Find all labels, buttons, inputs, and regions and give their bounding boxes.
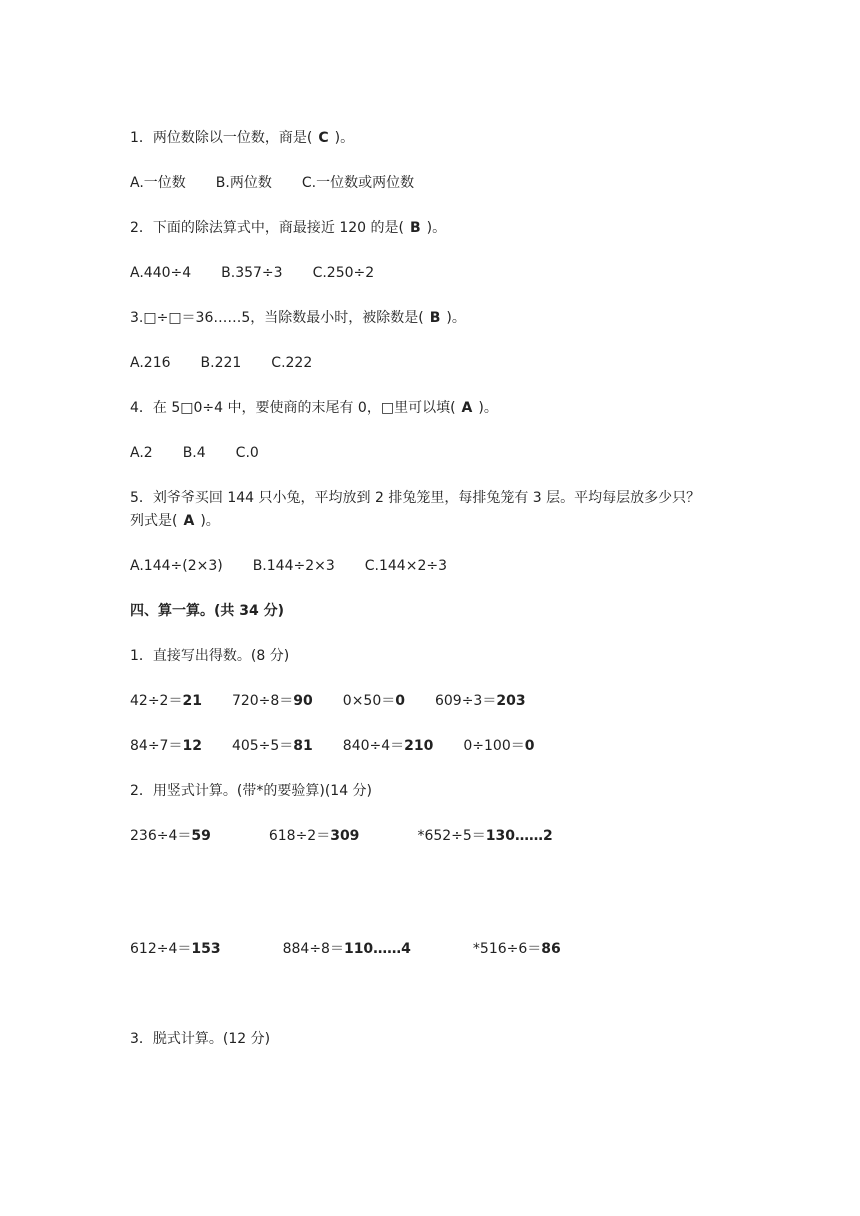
- question-5-stem-line2: [130, 511, 220, 531]
- question-5-answer: A: [183, 513, 195, 529]
- calc-item: 884÷8＝110……4: [282, 941, 411, 957]
- part-2-row-2: [130, 939, 561, 959]
- calc-item: 609÷3＝203: [434, 693, 526, 709]
- question-2-stem: [130, 218, 446, 238]
- option-c: C.222: [271, 355, 313, 371]
- option-a: A.144÷(2×3): [130, 558, 223, 574]
- question-5-stem: [130, 488, 700, 508]
- part-2-row-1: [130, 826, 553, 846]
- calc-item: 612÷4＝153: [130, 941, 221, 957]
- question-4-text: 4．在 5□0÷4 中，要使商的末尾有 0，□里可以填(: [130, 400, 456, 416]
- question-1-options: [130, 173, 414, 193]
- question-2-text-end: )。: [426, 220, 447, 236]
- calc-item: 0÷100＝0: [463, 738, 535, 754]
- option-b: B.221: [200, 355, 242, 371]
- part-3-title: 3．脱式计算。(12 分): [130, 1031, 271, 1047]
- question-4-stem: [130, 398, 498, 418]
- section-4-title: 四、算一算。(共 34 分): [130, 603, 285, 619]
- question-1-text: 1．两位数除以一位数，商是(: [130, 130, 313, 146]
- calc-item: *516÷6＝86: [472, 941, 561, 957]
- calc-item: 720÷8＝90: [231, 693, 313, 709]
- question-1-answer: C: [318, 130, 329, 146]
- option-a: A.216: [130, 355, 171, 371]
- calc-item: 0×50＝0: [342, 693, 405, 709]
- part-1-row-2: [130, 736, 534, 756]
- question-2-text: 2．下面的除法算式中，商最接近 120 的是(: [130, 220, 404, 236]
- question-3-text-end: )。: [446, 310, 466, 326]
- question-3-answer: B: [429, 310, 441, 326]
- question-5-options: [130, 556, 447, 576]
- option-b: B.357÷3: [221, 265, 283, 281]
- option-a: A.2: [130, 445, 153, 461]
- question-3-options: [130, 353, 312, 373]
- question-3-text: 3.□÷□＝36……5，当除数最小时，被除数是(: [130, 310, 424, 326]
- option-b: B.两位数: [215, 175, 272, 191]
- calc-item: 618÷2＝309: [268, 828, 360, 844]
- question-1-text-end: )。: [334, 130, 355, 146]
- option-b: B.4: [182, 445, 206, 461]
- question-3-stem: [130, 308, 466, 328]
- calc-item: 405÷5＝81: [231, 738, 313, 754]
- part-1-row-1: [130, 691, 526, 711]
- question-4-options: [130, 443, 259, 463]
- option-c: C.一位数或两位数: [301, 175, 415, 191]
- calc-item: 84÷7＝12: [130, 738, 202, 754]
- question-2-answer: B: [410, 220, 421, 236]
- question-5-text: 5．刘爷爷买回 144 只小兔，平均放到 2 排兔笼里，每排兔笼有 3 层。平均每层放多少只？: [130, 490, 701, 506]
- calc-item: *652÷5＝130……2: [417, 828, 553, 844]
- calc-item: 42÷2＝21: [130, 693, 202, 709]
- calc-item: 840÷4＝210: [342, 738, 434, 754]
- option-c: C.250÷2: [312, 265, 375, 281]
- option-a: A.440÷4: [130, 265, 192, 281]
- part-1-title: 1．直接写出得数。(8 分): [130, 648, 290, 664]
- option-c: C.0: [235, 445, 259, 461]
- question-5-text-2: 列式是(: [130, 513, 178, 529]
- option-b: B.144÷2×3: [252, 558, 335, 574]
- option-c: C.144×2÷3: [364, 558, 447, 574]
- question-1-stem: [130, 128, 354, 148]
- calc-item: 236÷4＝59: [130, 828, 211, 844]
- question-4-text-end: )。: [478, 400, 498, 416]
- question-2-options: [130, 263, 374, 283]
- option-a: A.一位数: [130, 175, 186, 191]
- question-5-text-end: )。: [200, 513, 220, 529]
- question-4-answer: A: [461, 400, 473, 416]
- part-2-title: 2．用竖式计算。(带*的要验算)(14 分): [130, 783, 373, 799]
